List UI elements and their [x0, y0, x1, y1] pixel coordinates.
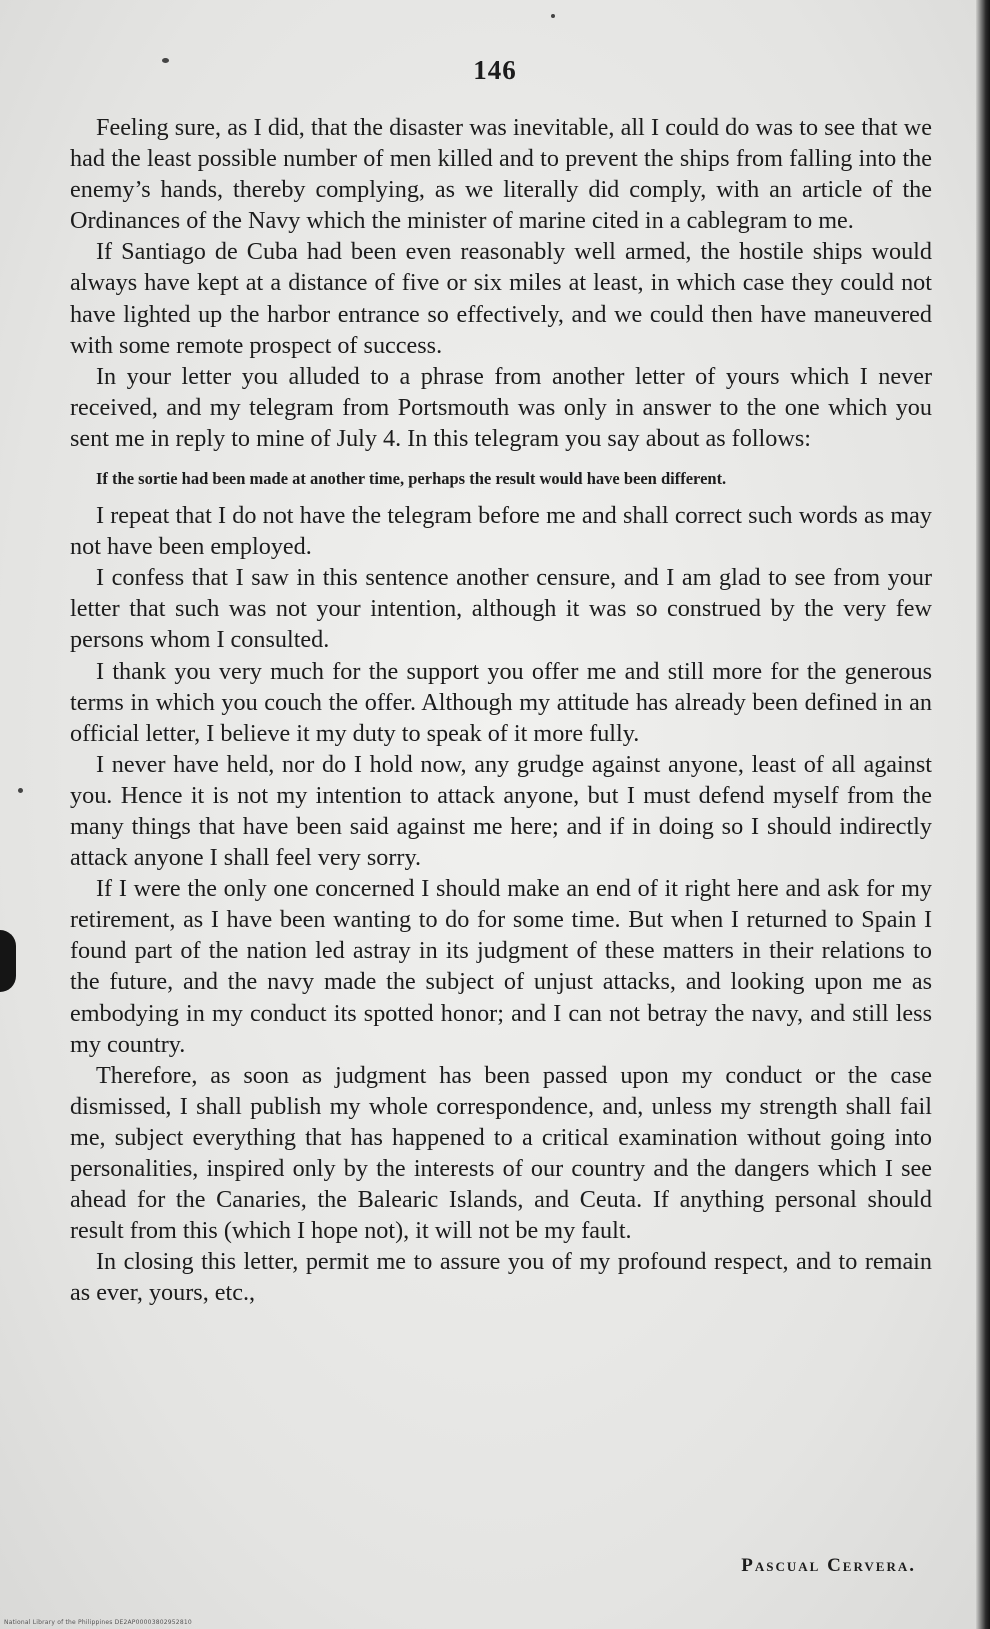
scan-speck — [18, 788, 23, 793]
letter-body — [70, 112, 932, 1308]
block-quote: If the sortie had been made at another time, perhaps the result would have been different. — [96, 469, 727, 489]
paragraph: I never have held, nor do I hold now, any grudge against anyone, least of all against you. Hence it is not my intention to attack anyone, but I must defend myself from the many things that have been said against me here; and if in doing so I should indirectly attack anyone I shall feel very sorry. — [70, 750, 932, 872]
scan-blot — [0, 930, 16, 992]
scan-footer: National Library of the Philippines DE2AP00003802952810 — [4, 1619, 192, 1626]
paragraph: If Santiago de Cuba had been even reasonably well armed, the hostile ships would always have kept at a distance of five or six miles at least, in which case they could not have lighted up the harbor entrance so effectively, and we could then have maneuvered with some remote prospect of success. — [70, 238, 932, 359]
page-edge-shadow — [976, 0, 990, 1629]
paragraph: Feeling sure, as I did, that the disaster was inevitable, all I could do was to see that we had the least possible number of men killed and to prevent the ships from falling into the enemy’s hands, thereby complying, as we literally did comply, with an article of the Ordinances of the Navy which the minister of marine cited in a cablegram to me. — [70, 114, 932, 235]
paragraph: In closing this letter, permit me to assure you of my profound respect, and to remain as ever, yours, etc., — [70, 1248, 932, 1307]
paragraph: I thank you very much for the support you offer me and still more for the generous terms in which you couch the offer. Although my attitude has already been defined in an official letter, I believe it my duty to speak of it more fully. — [70, 657, 932, 747]
paragraph: I repeat that I do not have the telegram before me and shall correct such words as may not have been employed. — [70, 502, 932, 561]
paragraph: In your letter you alluded to a phrase from another letter of yours which I never received, and my telegram from Portsmouth was only in answer to the one which you sent me in reply to mine of July 4. In this telegram you say about as follows: — [70, 362, 932, 452]
page-number: 146 — [473, 55, 517, 85]
paragraph: If I were the only one concerned I should make an end of it right here and ask for my retirement, as I have been wanting to do for some time. But when I returned to Spain I found part of the nation led astray in its judgment of these matters in their relations to the future, and the navy made the subject of unjust attacks, and looking upon me as embodying in my conduct its spotted honor; and I can not betray the navy, and still less my country. — [70, 875, 932, 1058]
paragraph: I confess that I saw in this sentence another censure, and I am glad to see from your letter that such was not your intention, although it was so construed by the very few persons whom I consulted. — [70, 564, 932, 654]
paragraph: Therefore, as soon as judgment has been passed upon my conduct or the case dismissed, I shall publish my whole correspondence, and, unless my strength shall fail me, subject everything that has happened to a critical examination without going into personalities, inspired only by the interests of our country and the dangers which I see ahead for the Canaries, the Balearic Islands, and Ceuta. If anything personal should result from this (which I hope not), it will not be my fault. — [70, 1061, 932, 1245]
scan-speck — [551, 14, 555, 18]
signature: Pascual Cervera. — [741, 1555, 916, 1576]
